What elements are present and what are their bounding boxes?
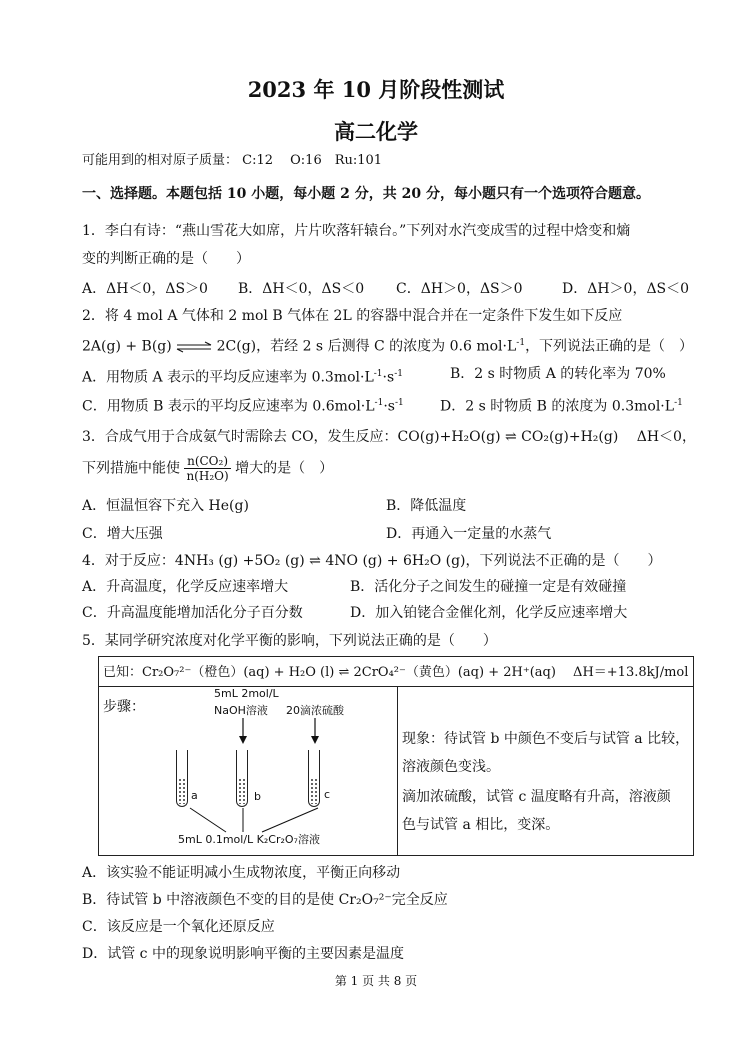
q2-option-d-sup: -1 bbox=[674, 398, 683, 408]
q5-option-b: B．待试管 b 中溶液颜色不变的目的是使 Cr₂O₇²⁻完全反应 bbox=[82, 892, 448, 908]
q2-eq-right: 2C(g)，若经 2 s 后测得 C 的浓度为 0.6 mol·L bbox=[216, 338, 517, 355]
q3-option-a: A．恒温恒容下充入 He(g) bbox=[82, 498, 249, 514]
test-tube-a-liquid bbox=[178, 778, 186, 804]
test-tube-c-liquid bbox=[310, 778, 318, 804]
naoh-label-1: 5mL 2mol/L bbox=[214, 687, 279, 700]
q2-option-c-sup1: -1 bbox=[374, 398, 384, 408]
q4-stem: 4．对于反应：4NH₃ (g) +5O₂ (g) ⇌ 4NO (g) + 6H₂O (g)，下列说法不正确的是（ ） bbox=[82, 553, 662, 569]
q1-option-d: D．ΔH＞0，ΔS＜0 bbox=[562, 281, 690, 297]
q3-option-d: D．再通入一定量的水蒸气 bbox=[386, 526, 552, 542]
test-tube-a bbox=[176, 750, 188, 807]
q4-option-c: C．升高温度能增加活化分子百分数 bbox=[82, 605, 303, 621]
q2-option-a-sup1: -1 bbox=[373, 369, 383, 379]
q3-fraction-num: n(CO₂) bbox=[184, 454, 230, 469]
q1-option-b: B．ΔH＜0，ΔS＜0 bbox=[238, 281, 365, 297]
q2-option-a bbox=[82, 365, 403, 387]
q2-option-b: B．2 s 时物质 A 的转化率为 70% bbox=[450, 366, 666, 382]
q5-steps-label: 步骤： bbox=[103, 699, 145, 715]
test-tube-c bbox=[308, 750, 320, 807]
q2-eq-sup: -1 bbox=[516, 338, 526, 348]
q4-option-d: D．加入铂铑合金催化剂，化学反应速率增大 bbox=[350, 605, 628, 621]
q5-observation-3: 滴加浓硫酸，试管 c 温度略有升高，溶液颜 bbox=[402, 789, 671, 805]
q2-option-a-sup2: -1 bbox=[394, 369, 403, 379]
q5-table-column-divider bbox=[397, 686, 398, 855]
q3-option-c: C．增大压强 bbox=[82, 526, 163, 542]
q5-stem: 5．某同学研究浓度对化学平衡的影响，下列说法正确的是（ ） bbox=[82, 633, 497, 649]
tube-b-label: b bbox=[254, 790, 261, 803]
q2-option-c-text: C．用物质 B 表示的平均反应速率为 0.6mol·L bbox=[82, 398, 375, 415]
q3-fraction bbox=[184, 454, 230, 483]
q3-fraction-den: n(H₂O) bbox=[186, 469, 229, 483]
q2-option-a-tail: ·s bbox=[382, 369, 395, 386]
q1-stem-line2: 变的判断正确的是（ ） bbox=[82, 251, 250, 267]
q5-table-divider bbox=[98, 686, 693, 687]
exam-title: 2023 年 10 月阶段性测试 bbox=[247, 77, 505, 102]
subject-title: 高二化学 bbox=[334, 119, 418, 144]
q3-stem-line2 bbox=[82, 454, 333, 483]
q2-eq-left: 2A(g) + B(g) bbox=[82, 338, 172, 355]
page-footer: 第 1 页 共 8 页 bbox=[334, 974, 418, 988]
q2-equation bbox=[82, 334, 693, 356]
q3-pre: 下列措施中能使 bbox=[82, 460, 180, 477]
q1-option-c: C．ΔH＞0，ΔS＞0 bbox=[396, 281, 523, 297]
q3-stem-line1: 3．合成气用于合成氨气时需除去 CO，发生反应：CO(g)+H₂O(g) ⇌ CO₂(g)+H₂(g) ΔH＜0， bbox=[82, 429, 696, 445]
tube-a-label: a bbox=[191, 789, 198, 802]
q1-option-a: A．ΔH＜0，ΔS＞0 bbox=[82, 281, 208, 297]
q2-eq-tail: ，下列说法正确的是（ ） bbox=[525, 338, 694, 355]
section-heading: 一、选择题。本题包括 10 小题，每小题 2 分，共 20 分，每小题只有一个选项符合题意。 bbox=[82, 186, 650, 202]
q3-post: 增大的是（ ） bbox=[235, 460, 334, 477]
atomic-mass-line: 可能用到的相对原子质量： C:12 O:16 Ru:101 bbox=[82, 153, 383, 168]
q2-option-c-tail: ·s bbox=[383, 398, 395, 415]
solution-label: 5mL 0.1mol/L K₂Cr₂O₇溶液 bbox=[178, 833, 320, 846]
q2-option-d bbox=[440, 394, 683, 416]
naoh-label-2: NaOH溶液 bbox=[214, 704, 268, 717]
q5-option-d: D．试管 c 中的现象说明影响平衡的主要因素是温度 bbox=[82, 946, 404, 962]
q5-observation-4: 色与试管 a 相比，变深。 bbox=[402, 817, 560, 833]
q2-option-a-text: A．用物质 A 表示的平均反应速率为 0.3mol·L bbox=[82, 369, 374, 386]
q2-option-c-sup2: -1 bbox=[394, 398, 404, 408]
q1-stem-line1: 1．李白有诗：“燕山雪花大如席，片片吹落轩辕台。”下列对水汽变成雪的过程中焓变和熵 bbox=[82, 223, 631, 239]
q3-option-b: B．降低温度 bbox=[386, 498, 467, 514]
q5-option-c: C．该反应是一个氧化还原反应 bbox=[82, 919, 275, 935]
q5-option-a: A．该实验不能证明减小生成物浓度，平衡正向移动 bbox=[82, 865, 401, 881]
q5-known: 已知：Cr₂O₇²⁻（橙色）(aq) + H₂O (l) ⇌ 2CrO₄²⁻（黄色）(aq) + 2H⁺(aq) ΔH＝+13.8kJ/mol bbox=[103, 665, 689, 680]
q4-option-b: B．活化分子之间发生的碰撞一定是有效碰撞 bbox=[350, 579, 627, 595]
test-tube-b-liquid bbox=[238, 778, 246, 804]
test-tube-b bbox=[236, 750, 248, 807]
equilibrium-arrow-icon bbox=[176, 341, 212, 353]
tube-c-label: c bbox=[324, 788, 331, 801]
q4-option-a: A．升高温度，化学反应速率增大 bbox=[82, 579, 289, 595]
q5-observation-2: 溶液颜色变浅。 bbox=[402, 759, 500, 775]
q2-option-c bbox=[82, 394, 404, 416]
q5-observation-1: 现象：待试管 b 中颜色不变后与试管 a 比较， bbox=[402, 731, 690, 747]
acid-label: 20滴浓硫酸 bbox=[286, 704, 344, 717]
q2-stem-line1: 2．将 4 mol A 气体和 2 mol B 气体在 2L 的容器中混合并在一定条件下发生如下反应 bbox=[82, 308, 623, 324]
q2-option-d-text: D．2 s 时物质 B 的浓度为 0.3mol·L bbox=[440, 398, 675, 415]
